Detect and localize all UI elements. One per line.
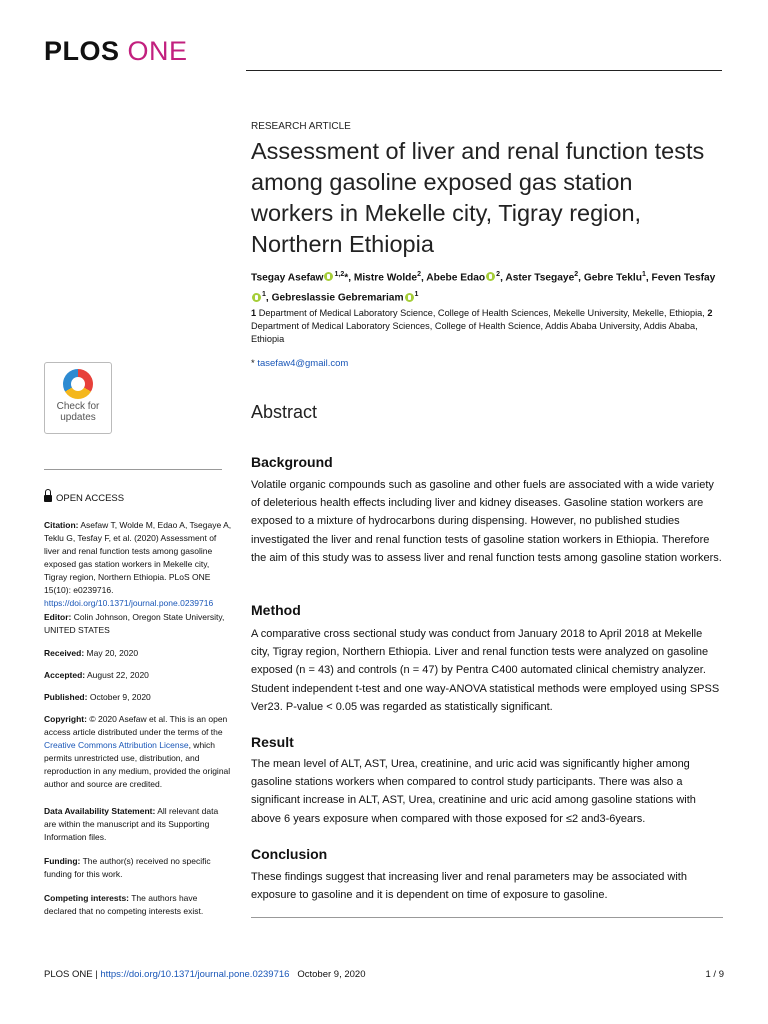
orcid-icon[interactable] bbox=[324, 272, 333, 281]
article-title: Assessment of liver and renal function tests among gasoline exposed gas station workers in Mekelle city, Tigray region, Northern Ethiopia bbox=[251, 138, 705, 257]
open-lock-icon bbox=[44, 495, 52, 502]
editor-label: Editor: bbox=[44, 612, 72, 622]
author-name[interactable]: Aster Tsegaye bbox=[505, 272, 575, 284]
background-paragraph: Volatile organic compounds such as gasoline and other fuels are associated with a wide variety of deleterious health effects including liver and kidney diseases. Gasoline station workers are exposed to a mixture of hydrocarbons during dispensing. However, no published studies investigated the liver and renal function tests of gasoline station workers in Ethiopia. Therefore the aim of this study was to assess liver and renal function tests among gasoline station workers. bbox=[251, 479, 722, 564]
method-heading: Method bbox=[251, 602, 301, 618]
author-affil: 1,2 bbox=[334, 271, 345, 278]
check-for-updates-badge[interactable] bbox=[44, 362, 112, 434]
author-affil: 1 bbox=[414, 291, 419, 299]
footer-journal: PLOS ONE | bbox=[44, 969, 98, 980]
competing-label: Competing interests: bbox=[44, 893, 130, 903]
copyright-text-1: © 2020 Asefaw et al. This is an open access article distributed under the terms of the bbox=[44, 714, 228, 737]
published-label: Published: bbox=[44, 692, 88, 702]
conclusion-paragraph: These findings suggest that increasing liver and renal parameters may be associated with exposure to gasoline and it is dependent on time of exposure to gasoline. bbox=[251, 871, 687, 902]
open-access-text: OPEN ACCESS bbox=[56, 493, 125, 504]
page-number: 1 / 9 bbox=[705, 969, 724, 980]
journal-logo bbox=[44, 36, 188, 67]
editor-text: Colin Johnson, Oregon State University, UNITED STATES bbox=[44, 612, 225, 635]
corresponding-mark: * bbox=[344, 272, 349, 284]
citation-doi-link[interactable]: https://doi.org/10.1371/journal.pone.0239716 bbox=[44, 598, 214, 608]
orcid-icon[interactable] bbox=[252, 293, 261, 302]
footer-doi-link[interactable]: https://doi.org/10.1371/journal.pone.0239716 bbox=[100, 969, 290, 980]
affil-number: 2 bbox=[707, 308, 713, 318]
check-line2: updates bbox=[60, 412, 96, 423]
funding-label: Funding: bbox=[44, 856, 81, 866]
citation-label: Citation: bbox=[44, 520, 79, 530]
funding-block bbox=[44, 855, 232, 881]
citation-text: Asefaw T, Wolde M, Edao A, Tsegaye A, Teklu G, Tesfay F, et al. (2020) Assessment of liver and renal function tests among gasoline exposed gas station workers in Mekelle city, Tigray region, Northern Ethiopia. PLoS ONE 15(10): e0239716. bbox=[44, 520, 232, 595]
author-affil: 2 bbox=[417, 271, 421, 278]
received-text: May 20, 2020 bbox=[86, 648, 139, 658]
affil-text: Department of Medical Laboratory Science, College of Health Sciences, Mekelle University, Mekelle, Ethiopia, bbox=[258, 308, 705, 318]
sidebar-divider bbox=[44, 469, 222, 470]
logo-plos: PLOS bbox=[44, 36, 120, 66]
author-name[interactable]: Mistre Wolde bbox=[353, 272, 418, 284]
copyright-text-2: , which permits unrestricted use, distribution, and reproduction in any medium, provided the original author and source are credited. bbox=[44, 740, 231, 789]
logo-one: ONE bbox=[127, 36, 188, 66]
published-text: October 9, 2020 bbox=[89, 692, 151, 702]
affil-number: 1 bbox=[251, 308, 257, 318]
received-label: Received: bbox=[44, 648, 85, 658]
accepted-text: August 22, 2020 bbox=[87, 670, 149, 680]
result-heading: Result bbox=[251, 734, 294, 750]
accepted-block bbox=[44, 669, 232, 682]
abstract-end-divider bbox=[251, 917, 723, 918]
footer-date: October 9, 2020 bbox=[297, 969, 366, 980]
data-availability-label: Data Availability Statement: bbox=[44, 806, 156, 816]
author-name[interactable]: Abebe Edao bbox=[426, 272, 486, 284]
orcid-icon[interactable] bbox=[486, 272, 495, 281]
author-name[interactable]: Feven Tesfay bbox=[651, 272, 716, 284]
competing-interests-block bbox=[44, 892, 232, 918]
author-name[interactable]: Gebre Teklu bbox=[583, 272, 642, 284]
editor-block bbox=[44, 611, 232, 637]
author-name[interactable]: Tsegay Asefaw bbox=[251, 272, 324, 284]
crossmark-icon bbox=[63, 369, 93, 399]
background-heading: Background bbox=[251, 454, 333, 470]
affil-text: Department of Medical Laboratory Sciences, College of Health Science, Addis Ababa University, Addis Ababa, Ethiopia bbox=[251, 321, 698, 344]
author-name[interactable]: Gebreslassie Gebremariam bbox=[271, 292, 404, 304]
corresponding-email bbox=[251, 358, 348, 369]
method-paragraph: A comparative cross sectional study was conduct from January 2018 to April 2018 at Mekelle city, Tigray region, Northern Ethiopia. Liver and renal function tests were analyzed on gasoline exposed (n = 43) and controls (n = 47) by Pentra C400 automated clinical chemistry analyzer. Student independent t-test and one way-ANOVA statistical methods were employed using SPSS Ver23. P-value < 0.05 was regarded as statistically significant. bbox=[251, 628, 720, 713]
open-access-label bbox=[44, 493, 124, 504]
published-block bbox=[44, 691, 232, 704]
email-link[interactable]: tasefaw4@gmail.com bbox=[257, 358, 349, 369]
affiliations bbox=[251, 307, 721, 346]
funding-text: The author(s) received no specific funding for this work. bbox=[44, 856, 211, 879]
data-availability-block bbox=[44, 805, 232, 844]
page-footer bbox=[44, 969, 724, 980]
result-paragraph: The mean level of ALT, AST, Urea, creatinine, and uric acid was significantly higher among gasoline stations workers when compared to control study participants. There was also a significant increase in ALT, AST, Urea, creatinine and uric acid among gasoline stations with above 6 years exposure when compared with those exposed for ≤2 and3-6years. bbox=[251, 758, 696, 825]
abstract-heading: Abstract bbox=[251, 402, 318, 422]
author-affil: 1 bbox=[641, 271, 646, 278]
check-line1: Check for bbox=[56, 401, 100, 412]
accepted-label: Accepted: bbox=[44, 670, 86, 680]
cc-license-link[interactable]: Creative Commons Attribution License bbox=[44, 740, 189, 750]
conclusion-heading: Conclusion bbox=[251, 846, 328, 862]
copyright-label: Copyright: bbox=[44, 714, 87, 724]
author-affil: 2 bbox=[574, 271, 579, 278]
received-block bbox=[44, 647, 232, 660]
author-list: Tsegay Asefaw $^{1,2}$*, Mistre Wolde$^2$, Abebe Edao $^2$, Aster Tsegaye$^2$, Gebre Teklu$^1$, Feven Tesfay$^1$, Gebreslassie Gebremariam $^1$ bbox=[251, 271, 716, 304]
orcid-icon[interactable] bbox=[405, 293, 414, 302]
author-affil: 1 bbox=[262, 291, 266, 299]
article-type: RESEARCH ARTICLE bbox=[251, 121, 351, 132]
header-divider bbox=[246, 70, 722, 71]
email-star: * bbox=[251, 358, 255, 369]
citation-block bbox=[44, 519, 232, 610]
competing-text: The authors have declared that no competing interests exist. bbox=[44, 893, 204, 916]
author-affil: 2 bbox=[496, 271, 501, 278]
data-availability-text: All relevant data are within the manuscript and its Supporting Information files. bbox=[44, 806, 219, 842]
copyright-block bbox=[44, 713, 232, 791]
